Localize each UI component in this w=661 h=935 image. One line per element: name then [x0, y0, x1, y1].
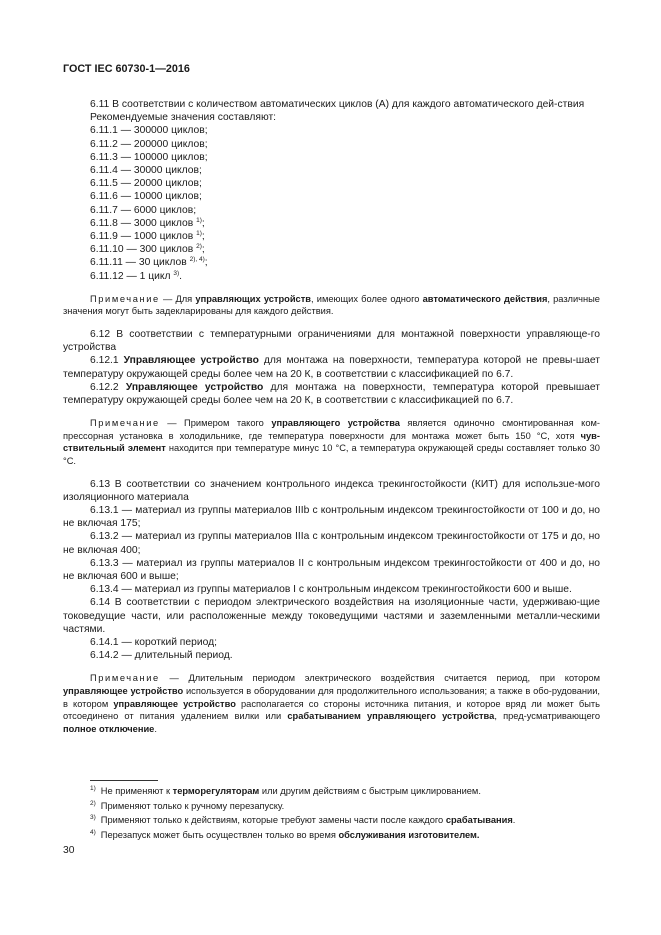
- list-item: 6.11.4 — 30000 циклов;: [90, 165, 202, 177]
- list-item: 6.11.6 — 10000 циклов;: [90, 191, 202, 203]
- note-term: управляющих устройств: [195, 293, 311, 304]
- note-text: — Длительным периодом электрического воздействия считается период, при котором: [159, 673, 600, 684]
- footnote-separator: [90, 780, 158, 781]
- footnote-ref: 1): [196, 230, 202, 238]
- footnote: [90, 799, 600, 814]
- note-term: чув-ствительный элемент: [63, 430, 600, 454]
- footnote-mark: 3): [90, 814, 96, 822]
- note-text: находится при температуре минус 10 °С, а температура окружающей среды составляет только 30 °С.: [63, 443, 600, 467]
- list-item: [63, 270, 600, 283]
- note-text: располагается со стороны источника питания, и которое вряд ли может быть отсоединено от питания удалением вилки или: [63, 698, 600, 722]
- list-item-text: 6.11.9 — 1000 циклов: [90, 231, 194, 243]
- footnotes: [90, 784, 600, 842]
- list-item: 6.13.4 — материал из группы материалов I с контрольным индексом трекингостойкости 600 и выше.: [90, 584, 572, 596]
- standard-header: ГОСТ IEC 60730-1—2016: [63, 63, 190, 75]
- footnote: [90, 813, 600, 828]
- list-item: 6.11.5 — 20000 циклов;: [90, 178, 202, 190]
- footnote-ref: 2), 4): [189, 256, 205, 264]
- footnote-term: терморегуляторам: [172, 786, 260, 796]
- note-label: Примечание: [90, 418, 160, 429]
- list-item-text: 6.11.8 — 3000 циклов: [90, 217, 194, 229]
- list-item-end: ;: [201, 244, 205, 256]
- list-item-end: .: [179, 270, 183, 282]
- list-item: [63, 230, 600, 243]
- page-number: 30: [63, 845, 75, 856]
- list-item: 6.13.1 — материал из группы материалов IIIb с контрольным индексом трекингостойкости от 100 и до, но не включая 175;: [63, 505, 600, 530]
- footnote-text: Применяют только к ручному перезапуску.: [100, 800, 285, 811]
- footnote-term: срабатывания: [445, 815, 513, 826]
- list-item: 6.11.2 — 200000 циклов;: [90, 138, 208, 150]
- footnote-text: Перезапуск может быть осуществлен только во время: [100, 829, 339, 840]
- section-6-12-2: [63, 381, 600, 407]
- page-body: [63, 98, 600, 735]
- list-item-text: 6.11.12 — 1 цикл: [90, 270, 171, 282]
- note-term: управляющее устройство: [63, 686, 184, 697]
- list-item: [63, 243, 600, 256]
- footnote-text: или другим действиям с быстрым циклированием.: [259, 786, 481, 796]
- note-text: — Для: [159, 293, 196, 304]
- footnote-text: Применяют только к действиям, которые требуют замены части после каждого: [100, 815, 446, 826]
- clause-text: для монтажа на поверхности, температура которой не превы-шает температуру окружающей среды более чем на 20 К, в соответствии с классификацией по 6.7.: [63, 355, 600, 380]
- note-term: срабатыванием управляющего устройства: [287, 711, 495, 722]
- list-item-text: 6.11.10 — 300 циклов: [90, 244, 194, 256]
- list-item-text: 6.11.11 — 30 циклов: [90, 257, 187, 269]
- list-item-end: ;: [204, 257, 208, 269]
- list-item: 6.14.1 — короткий период;: [90, 637, 217, 649]
- list-item: 6.13.2 — материал из группы материалов IIIa с контрольным индексом трекингостойкости от 175 и до, но не включая 400;: [63, 531, 600, 556]
- note-6-11: [63, 293, 600, 318]
- note-term: полное отключение: [63, 723, 155, 734]
- note-text: является одиночно смонтированная ком-прессорная установка в холодильнике, где температура поверхности для монтажа может быть 150 °С, хотя: [63, 418, 600, 441]
- footnote-text: .: [512, 815, 516, 826]
- note-text: , имеющих более одного: [311, 293, 423, 304]
- list-item: 6.11.7 — 6000 циклов;: [90, 204, 197, 216]
- note-6-12: [63, 417, 600, 467]
- list-item: 6.14.2 — длительный период.: [90, 650, 233, 662]
- list-item: 6.11.3 — 100000 циклов;: [90, 151, 208, 163]
- note-6-14: [63, 672, 600, 735]
- clause-text: для монтажа на поверхности, температура которой превышает температуру окружающей среды более чем на 20 К, в соответствии с классификацией по 6.7.: [63, 381, 600, 407]
- clause-number: 6.12.1: [90, 355, 124, 367]
- footnote-mark: 1): [90, 785, 96, 792]
- section-6-14-lead: 6.14 В соответствии с периодом электрического воздействия на изоляционные части, удерживаю-щие токоведущие части, или расположенные между токоведущими частями и заземленными металли-ческими частями.: [63, 597, 600, 635]
- footnote-text: Не применяют к: [100, 786, 173, 796]
- note-text: — Примером такого: [159, 418, 272, 429]
- note-label: Примечание: [90, 673, 160, 684]
- note-term: управляющее устройство: [113, 698, 236, 709]
- note-term: автоматического действия: [422, 293, 548, 304]
- footnote-mark: 2): [90, 799, 96, 807]
- list-item: [63, 256, 600, 269]
- list-item: 6.13.3 — материал из группы материалов II с контрольным индексом трекингостойкости от 400 и до, но не включая 600 и выше;: [63, 557, 600, 583]
- footnote: [90, 828, 600, 843]
- list-item: 6.11.1 — 300000 циклов;: [90, 125, 208, 137]
- note-label: Примечание: [90, 293, 160, 304]
- note-text: , пред-усматривающего: [494, 711, 600, 722]
- note-text: , различные значения могут быть задекларированы для каждого действия.: [63, 293, 600, 317]
- term: Управляющее устройство: [123, 355, 259, 367]
- list-item: [63, 217, 600, 230]
- footnote-ref: 3): [173, 269, 180, 277]
- section-6-11-lead: 6.11 В соответствии с количеством автоматических циклов (A) для каждого автоматического дей-ствия: [90, 99, 585, 110]
- clause-number: 6.12.2: [90, 381, 126, 393]
- footnote-ref: 1): [196, 216, 202, 224]
- footnote-mark: 4): [90, 828, 96, 836]
- note-text: .: [154, 723, 157, 734]
- term: Управляющее устройство: [125, 381, 264, 393]
- note-text: используется в оборудовании для продолжительного использования; а также в обо-рудовании, в котором: [63, 686, 600, 709]
- footnote-ref: 2): [196, 243, 202, 251]
- note-term: управляющего устройства: [271, 418, 400, 429]
- list-item-end: ;: [201, 217, 205, 229]
- section-6-11-intro: Рекомендуемые значения составляют:: [90, 112, 277, 124]
- footnote: [90, 784, 600, 799]
- section-6-13-lead: 6.13 В соответствии со значением контрольного индекса трекингостойкости (КИТ) для использue-мого изоляционного материала: [63, 478, 600, 503]
- list-item-end: ;: [201, 231, 205, 243]
- section-6-12-1: [63, 354, 600, 380]
- footnote-term: обслуживания изготовителем.: [338, 829, 480, 840]
- section-6-12-lead: 6.12 В соответствии с температурными ограничениями для монтажной поверхности управляюще-го устройства: [63, 329, 600, 354]
